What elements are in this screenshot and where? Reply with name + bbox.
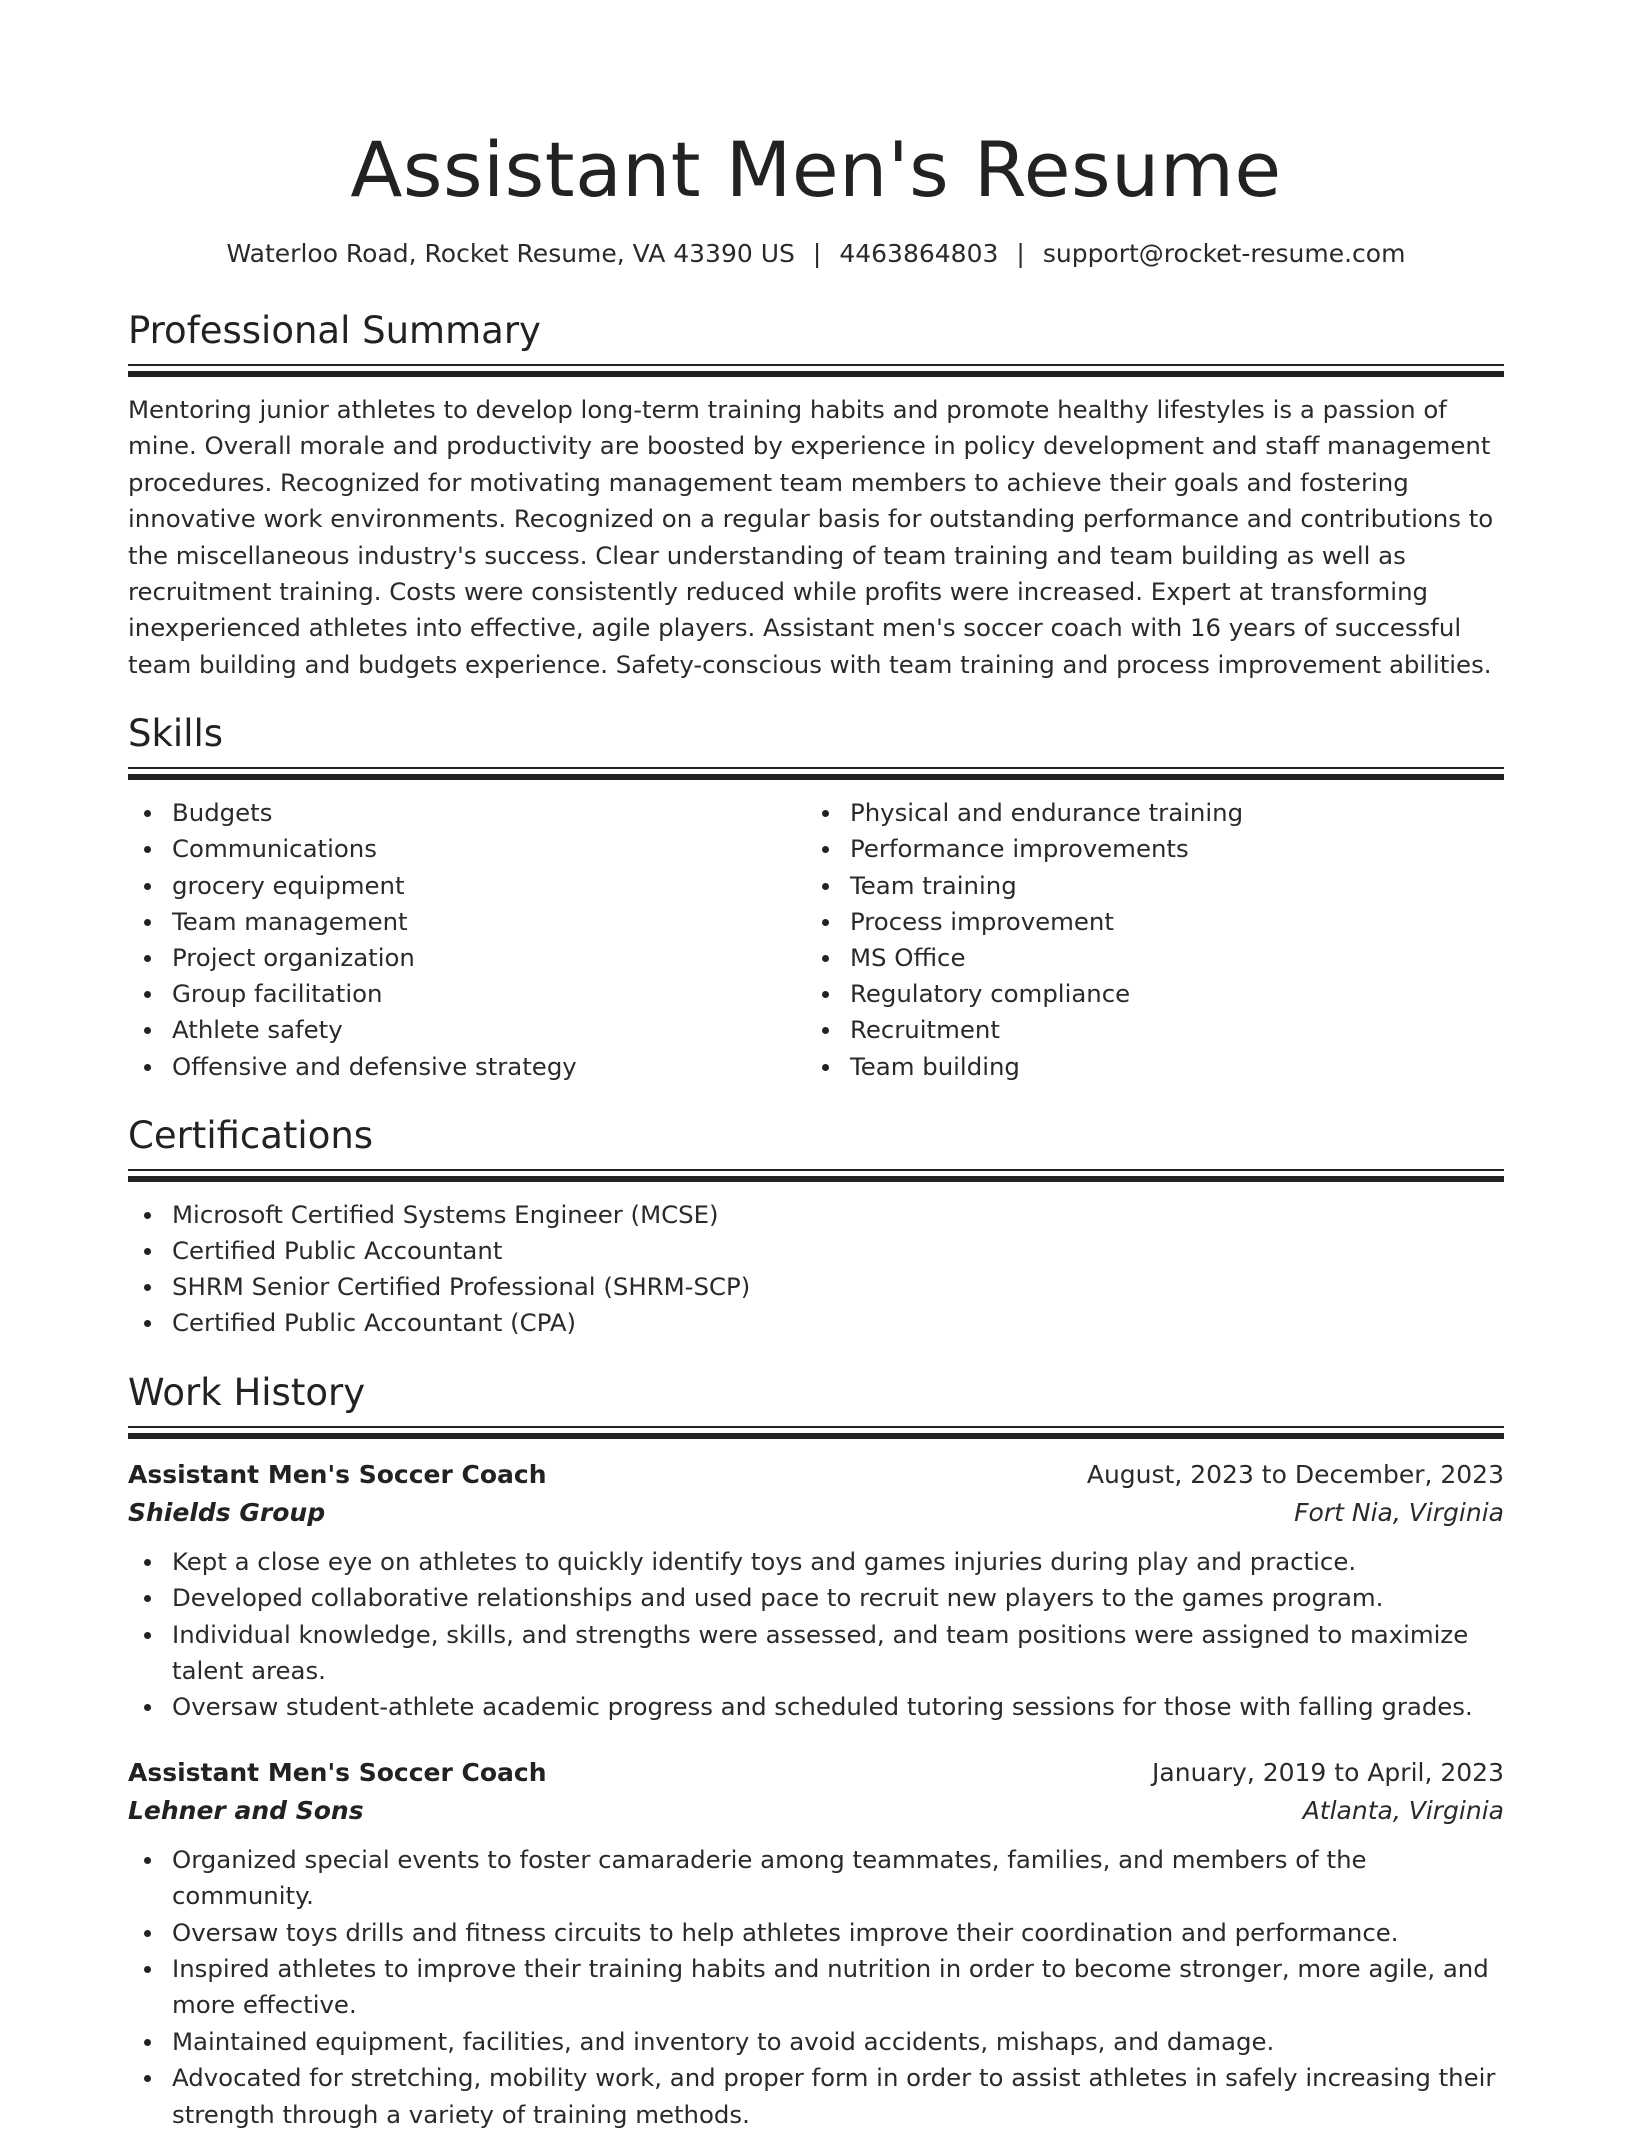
- job-title: Assistant Men's Soccer Coach: [128, 1757, 547, 1787]
- skills-list-right: [806, 795, 1484, 1085]
- job-bullet: Organized special events to foster camaraderie among teammates, families, and members of the community.: [128, 1842, 1504, 1915]
- job-company-row: [128, 1792, 1504, 1830]
- job-header-row: [128, 1456, 1504, 1494]
- contact-line: [128, 238, 1504, 270]
- skill-item: Performance improvements: [806, 831, 1484, 867]
- job-dates: January, 2019 to April, 2023: [1152, 1757, 1504, 1787]
- job-location: Atlanta, Virginia: [1302, 1795, 1504, 1825]
- certifications-list: [128, 1197, 1504, 1342]
- job-dates: August, 2023 to December, 2023: [1086, 1459, 1504, 1489]
- contact-email: support@rocket-resume.com: [1042, 239, 1406, 268]
- skill-item: Physical and endurance training: [806, 795, 1484, 831]
- job-header-row: [128, 1754, 1504, 1792]
- job-location: Fort Nia, Virginia: [1294, 1497, 1504, 1527]
- job-company-row: [128, 1494, 1504, 1532]
- job-bullet: Kept a close eye on athletes to quickly identify toys and games injuries during play and practice.: [128, 1544, 1504, 1580]
- contact-phone: 4463864803: [839, 239, 999, 268]
- certification-item: Certified Public Accountant (CPA): [128, 1305, 1504, 1341]
- skill-item: Communications: [128, 831, 806, 867]
- summary-text: Mentoring junior athletes to develop long-term training habits and promote healthy lifestyles is a passion of mine. Overall morale and productivity are boosted by experience in policy development and staff management procedures. Recognized for motivating management team members to achieve their goals and fostering innovative work environments. Recognized on a regular basis for outstanding performance and contributions to the miscellaneous industry's success. Clear understanding of team training and team building as well as recruitment training. Costs were consistently reduced while profits were increased. Expert at transforming inexperienced athletes into effective, agile players. Assistant men's soccer coach with 16 years of successful team building and budgets experience. Safety-conscious with team training and process improvement abilities.: [128, 395, 1494, 679]
- certification-item: SHRM Senior Certified Professional (SHRM-SCP): [128, 1269, 1504, 1305]
- job-company: Shields Group: [128, 1497, 326, 1527]
- job-bullet: Inspired athletes to improve their training habits and nutrition in order to become stronger, more agile, and more effective.: [128, 1951, 1504, 2024]
- contact-separator: |: [1016, 239, 1025, 268]
- section-divider: [128, 767, 1504, 783]
- skill-item: Team building: [806, 1049, 1484, 1085]
- section-divider: [128, 1426, 1504, 1442]
- skill-item: Team management: [128, 904, 806, 940]
- contact-separator: |: [812, 239, 822, 268]
- skill-item: Team training: [806, 868, 1484, 904]
- skills-section: [128, 711, 1504, 1085]
- job-bullet: Developed collaborative relationships and used pace to recruit new players to the games program.: [128, 1580, 1504, 1616]
- skills-list-left: [128, 795, 806, 1085]
- job-bullet: Advocated for stretching, mobility work, and proper form in order to assist athletes in safely increasing their strength through a variety of training methods.: [128, 2060, 1504, 2133]
- certification-item: Microsoft Certified Systems Engineer (MCSE): [128, 1197, 1504, 1233]
- resume-page: [128, 0, 1504, 2133]
- work-history-section: [128, 1370, 1504, 2133]
- summary-heading: Professional Summary: [128, 309, 541, 352]
- skill-item: Budgets: [128, 795, 806, 831]
- skill-item: Offensive and defensive strategy: [128, 1049, 806, 1085]
- certifications-section: [128, 1113, 1504, 1342]
- skills-heading: Skills: [128, 712, 224, 756]
- job-company: Lehner and Sons: [128, 1795, 364, 1825]
- skill-item: Recruitment: [806, 1012, 1484, 1048]
- skill-item: Project organization: [128, 940, 806, 976]
- job-title: Assistant Men's Soccer Coach: [128, 1459, 547, 1489]
- certifications-heading: Certifications: [128, 1113, 374, 1157]
- contact-address: Waterloo Road, Rocket Resume, VA 43390 US: [226, 239, 795, 268]
- job-bullet: Oversaw toys drills and fitness circuits to help athletes improve their coordination and performance.: [128, 1915, 1504, 1951]
- job-bullets: [128, 1544, 1504, 1726]
- skill-item: Athlete safety: [128, 1012, 806, 1048]
- skills-grid: [128, 795, 1504, 1085]
- section-divider: [128, 364, 1504, 380]
- skill-item: Regulatory compliance: [806, 976, 1484, 1012]
- skill-item: Process improvement: [806, 904, 1484, 940]
- job-entry: [128, 1456, 1504, 1726]
- job-bullets: [128, 1842, 1504, 2133]
- certification-item: Certified Public Accountant: [128, 1233, 1504, 1269]
- job-bullet: Oversaw student-athlete academic progress and scheduled tutoring sessions for those with falling grades.: [128, 1689, 1504, 1725]
- job-bullet: Individual knowledge, skills, and strengths were assessed, and team positions were assigned to maximize talent areas.: [128, 1617, 1504, 1690]
- section-divider: [128, 1169, 1504, 1185]
- skill-item: grocery equipment: [128, 868, 806, 904]
- work-history-heading: Work History: [128, 1370, 366, 1414]
- job-entry: [128, 1754, 1504, 2133]
- job-bullet: Maintained equipment, facilities, and inventory to avoid accidents, mishaps, and damage.: [128, 2024, 1504, 2060]
- summary-section: [128, 308, 1504, 683]
- skill-item: MS Office: [806, 940, 1484, 976]
- skill-item: Group facilitation: [128, 976, 806, 1012]
- resume-title: Assistant Men's Resume: [350, 125, 1282, 214]
